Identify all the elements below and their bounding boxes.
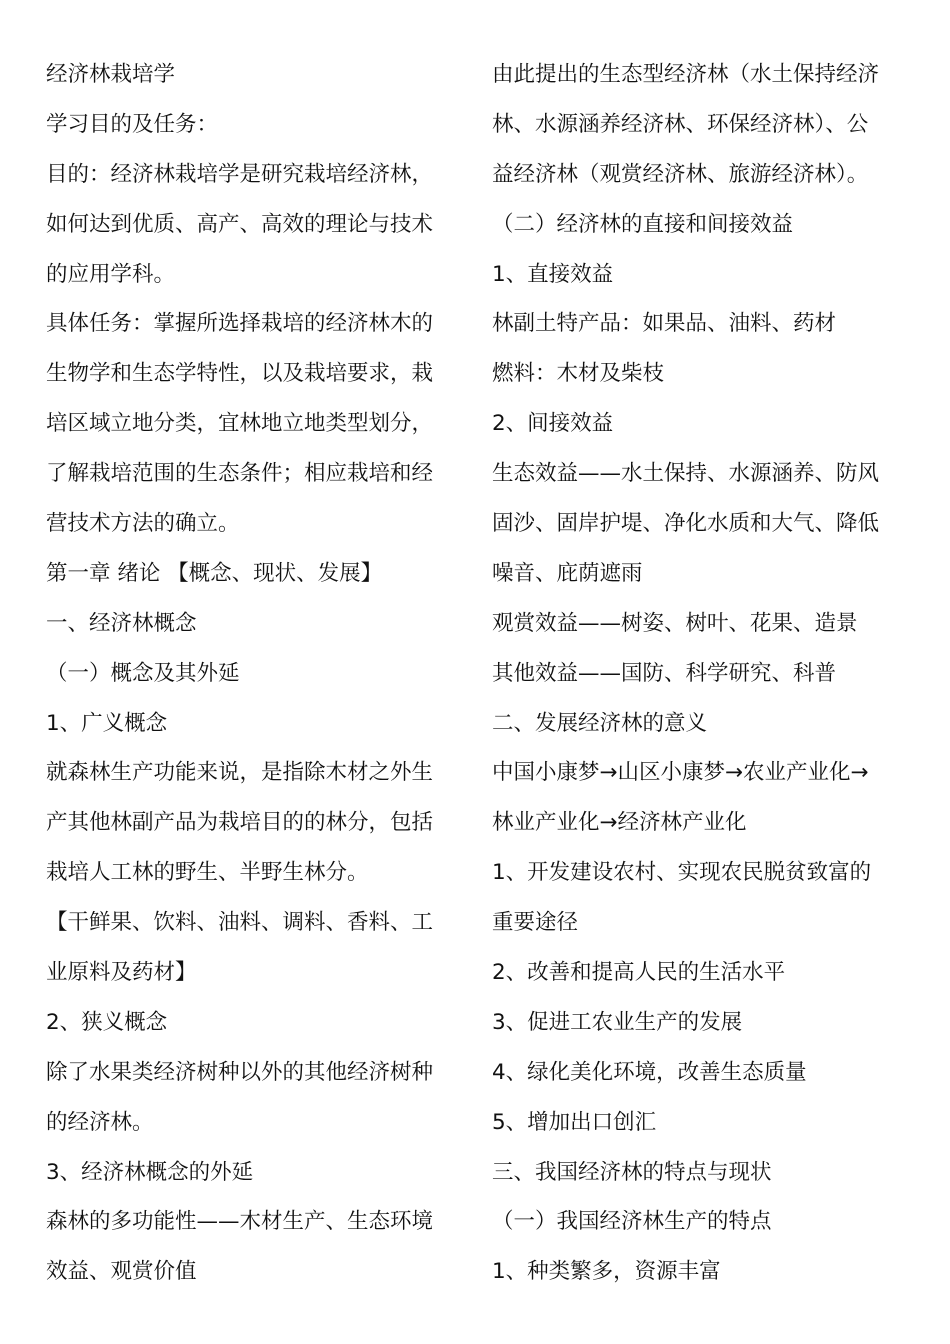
text-line: 生态效益——水土保持、水源涵养、防风	[492, 461, 880, 487]
list-item: 2、改善和提高人民的生活水平	[492, 960, 786, 986]
text-line: 林、水源涵养经济林、环保经济林）、公	[492, 111, 869, 137]
text-line: 观赏效益——树姿、树叶、花果、造景	[492, 610, 858, 636]
text-line: 其他效益——国防、科学研究、科普	[492, 660, 837, 686]
text-line: 产其他林副产品为栽培目的的林分，包括	[46, 810, 434, 836]
text-line: 益经济林（观赏经济林、旅游经济林）。	[492, 161, 869, 187]
text-line: 林业产业化→经济林产业化	[492, 810, 747, 836]
text-line: 目的：经济林栽培学是研究栽培经济林，	[46, 161, 434, 187]
text-line: 除了水果类经济树种以外的其他经济树种	[46, 1059, 434, 1085]
text-line: 效益、观赏价值	[46, 1259, 197, 1285]
item-heading: 3、经济林概念的外延	[46, 1159, 254, 1185]
list-item: 1、种类繁多，资源丰富	[492, 1259, 721, 1285]
subsection-heading: （一）我国经济林生产的特点	[492, 1209, 772, 1235]
text-line: 营技术方法的确立。	[46, 511, 240, 537]
doc-title: 经济林栽培学	[46, 62, 176, 87]
section-heading: 一、经济林概念	[46, 610, 197, 636]
subsection-heading: （一）概念及其外延	[46, 660, 240, 686]
chapter-heading: 第一章 绪论 【概念、现状、发展】	[46, 560, 383, 586]
text-line: 林副土特产品：如果品、油料、药材	[492, 311, 837, 337]
text-line: 由此提出的生态型经济林（水土保持经济	[492, 62, 880, 87]
left-column	[46, 50, 464, 1297]
item-heading: 2、间接效益	[492, 411, 614, 437]
text-line: 燃料：木材及柴枝	[492, 361, 665, 387]
text-line: 的应用学科。	[46, 261, 176, 287]
list-item: 3、促进工农业生产的发展	[492, 1009, 743, 1035]
list-item: 4、绿化美化环境，改善生态质量	[492, 1059, 807, 1085]
text-line: 如何达到优质、高产、高效的理论与技术	[46, 211, 434, 237]
text-line: 培区域立地分类，宜林地立地类型划分，	[46, 411, 434, 437]
text-line: 森林的多功能性——木材生产、生态环境	[46, 1209, 434, 1235]
item-heading: 1、广义概念	[46, 710, 168, 736]
text-line: 具体任务：掌握所选择栽培的经济林木的	[46, 311, 434, 337]
text-line: 重要途径	[492, 910, 579, 936]
section-heading: 二、发展经济林的意义	[492, 710, 708, 736]
item-heading: 1、直接效益	[492, 261, 614, 287]
item-heading: 2、狭义概念	[46, 1009, 168, 1035]
text-line: 中国小康梦→山区小康梦→农业产业化→	[492, 760, 869, 786]
list-item: 5、增加出口创汇	[492, 1109, 657, 1135]
text-line: 固沙、固岸护堤、净化水质和大气、降低	[492, 511, 880, 537]
subsection-heading: （二）经济林的直接和间接效益	[492, 211, 794, 237]
list-item: 1、开发建设农村、实现农民脱贫致富的	[492, 860, 872, 886]
section-heading: 三、我国经济林的特点与现状	[492, 1159, 772, 1185]
text-line: 了解栽培范围的生态条件；相应栽培和经	[46, 461, 434, 487]
text-line: 栽培人工林的野生、半野生林分。	[46, 860, 369, 886]
text-line: 【干鲜果、饮料、油料、调料、香料、工	[46, 910, 434, 936]
section-heading: 学习目的及任务：	[46, 111, 219, 137]
right-column	[492, 50, 912, 1297]
text-line: 业原料及药材】	[46, 960, 197, 986]
text-line: 生物学和生态学特性，以及栽培要求，栽	[46, 361, 434, 387]
text-line: 的经济林。	[46, 1109, 154, 1135]
text-line: 就森林生产功能来说，是指除木材之外生	[46, 760, 434, 786]
text-line: 噪音、庇荫遮雨	[492, 560, 643, 586]
